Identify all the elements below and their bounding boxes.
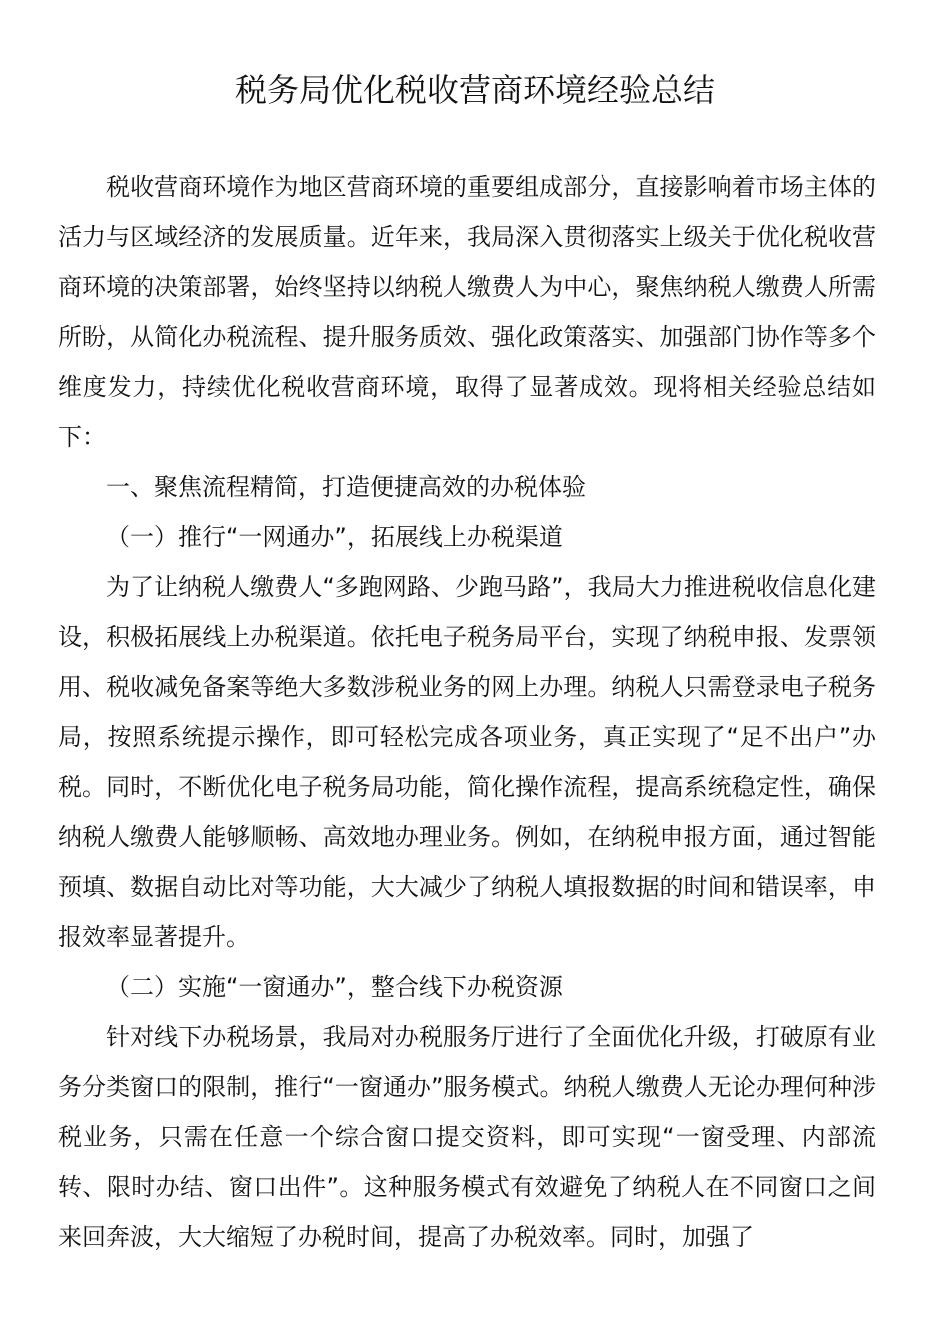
section-heading-1: 一、聚焦流程精简，打造便捷高效的办税体验 (106, 473, 586, 501)
intro-paragraph: 税收营商环境作为地区营商环境的重要组成部分，直接影响着市场主体的活力与区域经济的发展质量。近年来，我局深入贯彻落实上级关于优化税收营商环境的决策部署，始终坚持以纳税人缴费人为中心，聚焦纳税人缴费人所需所盼，从简化办税流程、提升服务质效、强化政策落实、加强部门协作等多个维度发力，持续优化税收营商环境，取得了显著成效。现将相关经验总结如下： (58, 173, 876, 451)
subsection-heading-2: （二）实施“一窗通办”，整合线下办税资源 (106, 973, 563, 1001)
subsection-paragraph-1: 为了让纳税人缴费人“多跑网路、少跑马路”，我局大力推进税收信息化建设，积极拓展线上办税渠道。依托电子税务局平台，实现了纳税申报、发票领用、税收减免备案等绝大多数涉税业务的网上办理。纳税人只需登录电子税务局，按照系统提示操作，即可轻松完成各项业务，真正实现了“足不出户”办税。同时，不断优化电子税务局功能，简化操作流程，提高系统稳定性，确保纳税人缴费人能够顺畅、高效地办理业务。例如，在纳税申报方面，通过智能预填、数据自动比对等功能，大大减少了纳税人填报数据的时间和错误率，申报效率显著提升。 (58, 573, 876, 951)
subsection-paragraph-2: 针对线下办税场景，我局对办税服务厅进行了全面优化升级，打破原有业务分类窗口的限制，推行“一窗通办”服务模式。纳税人缴费人无论办理何种涉税业务，只需在任意一个综合窗口提交资料，即可实现“一窗受理、内部流转、限时办结、窗口出件”。这种服务模式有效避免了纳税人在不同窗口之间来回奔波，大大缩短了办税时间，提高了办税效率。同时，加强了 (58, 1023, 876, 1251)
subsection-heading-1: （一）推行“一网通办”，拓展线上办税渠道 (106, 523, 563, 551)
document-title: 税务局优化税收营商环境经验总结 (234, 71, 715, 109)
document-body (58, 162, 876, 1262)
